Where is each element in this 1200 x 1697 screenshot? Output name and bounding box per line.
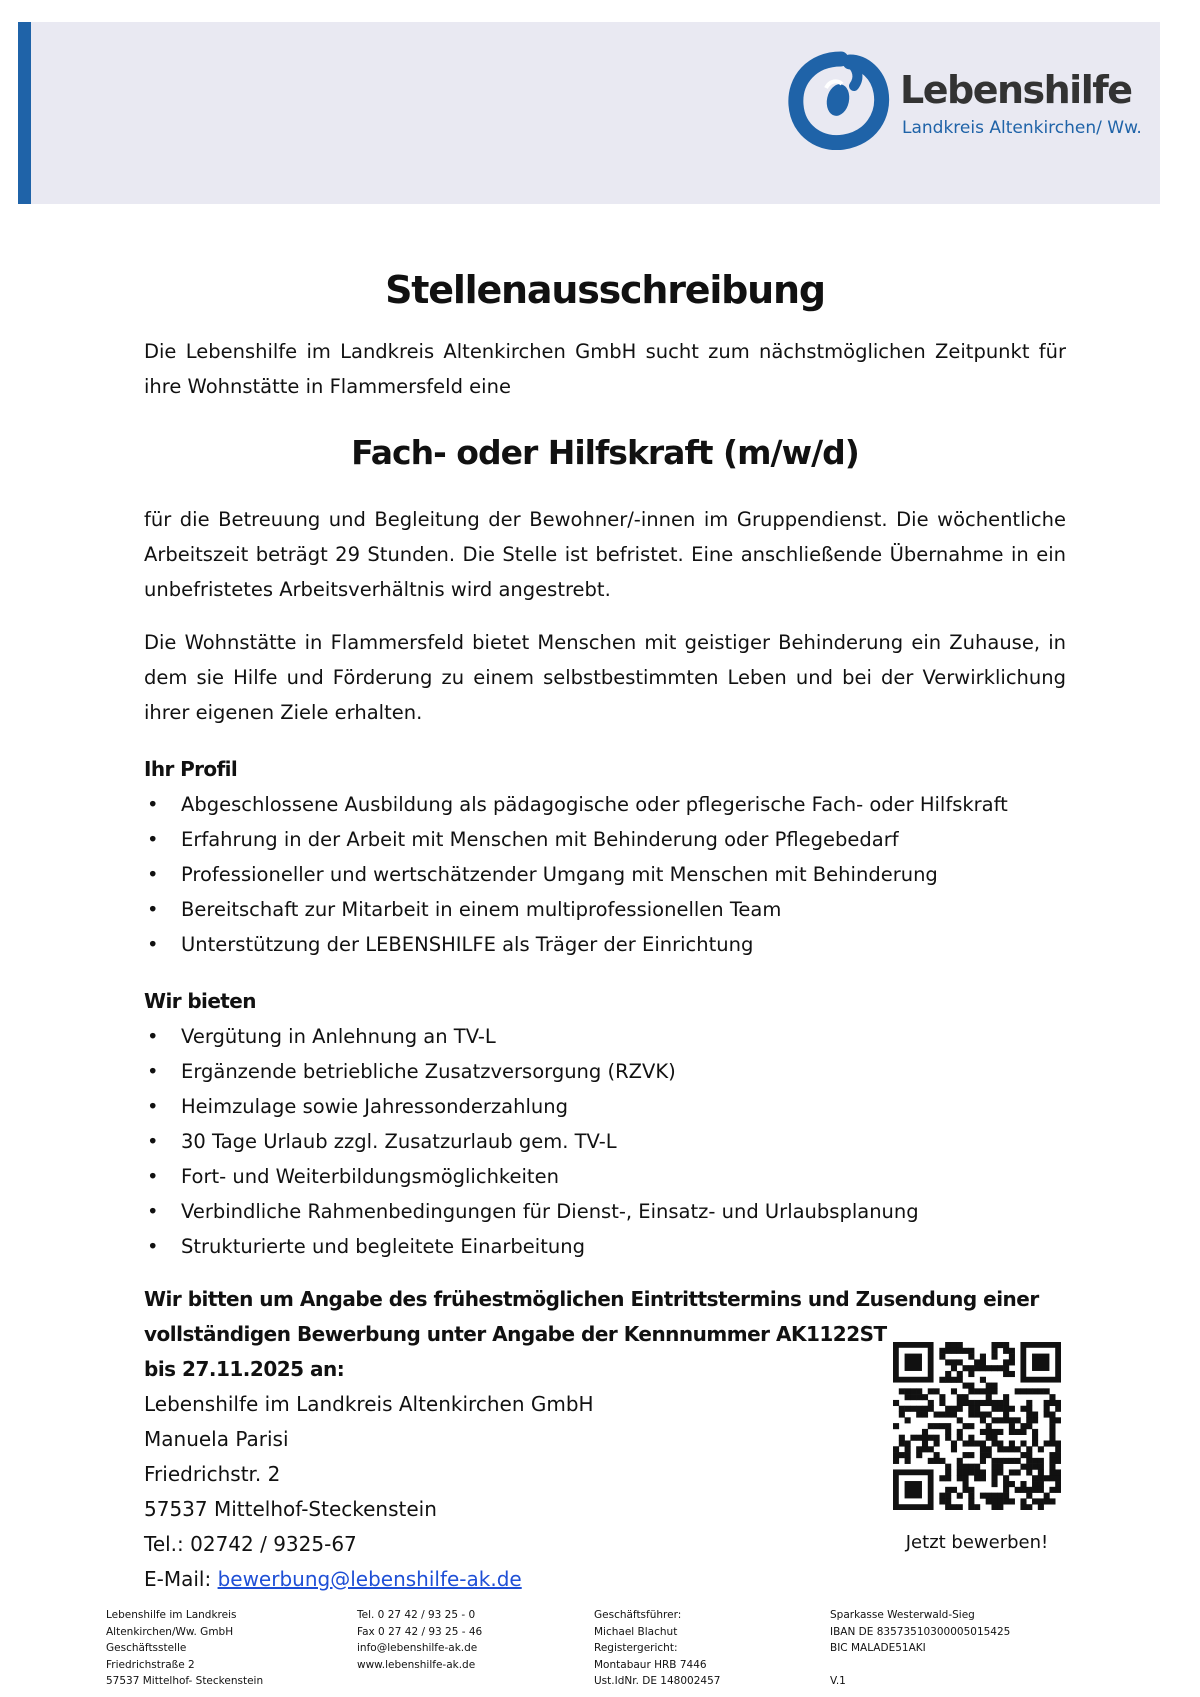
page-title: Stellenausschreibung xyxy=(385,268,825,312)
list-item: • Verbindliche Rahmenbedingungen für Dienst-, Einsatz- und Urlaubsplanung xyxy=(144,1194,1066,1229)
email-line xyxy=(144,1562,1066,1597)
header-accent-stripe xyxy=(18,22,31,204)
profile-heading: Ihr Profil xyxy=(144,757,238,781)
list-item: • Strukturierte und begleitete Einarbeitung xyxy=(144,1229,1066,1264)
footer-line xyxy=(830,1657,1010,1674)
address-line: Manuela Parisi xyxy=(144,1427,289,1451)
footer-line[interactable]: www.lebenshilfe-ak.de xyxy=(357,1658,476,1671)
footer-management-column xyxy=(594,1607,720,1690)
address-line: Friedrichstr. 2 xyxy=(144,1462,281,1486)
list-item: • 30 Tage Urlaub zzgl. Zusatzurlaub gem. TV-L xyxy=(144,1124,1066,1159)
footer xyxy=(106,1607,1106,1689)
offer-heading: Wir bieten xyxy=(144,989,256,1013)
qr-code-block xyxy=(893,1342,1061,1553)
footer-line: V.1 xyxy=(830,1675,846,1687)
footer-line: IBAN DE 83573510300005015425 xyxy=(830,1625,1011,1638)
logo-name: Lebenshilfe xyxy=(900,68,1132,112)
list-item: • Abgeschlossene Ausbildung als pädagogische oder pflegerische Fach- oder Hilfskraft xyxy=(144,787,1066,822)
description-paragraph: für die Betreuung und Begleitung der Bewohner/-innen im Gruppendienst. Die wöchentliche Arbeitszeit beträgt 29 Stunden. Die Stelle ist befristet. Eine anschließende Übernahme in ein unbefristetes Arbeitsverhältnis wird angestrebt. xyxy=(144,508,1066,601)
description-paragraph: Die Wohnstätte in Flammersfeld bietet Menschen mit geistiger Behinderung ein Zuhause, in dem sie Hilfe und Förderung zu einem selbstbestimmten Leben und bei der Verwirklichung ihrer eigenen Ziele erhalten. xyxy=(144,631,1066,724)
footer-bank-column xyxy=(830,1607,1010,1690)
footer-line: Registergericht: xyxy=(594,1642,678,1654)
logo-subtitle: Landkreis Altenkirchen/ Ww. xyxy=(902,118,1142,138)
footer-line: Geschäftsstelle xyxy=(106,1642,187,1654)
footer-contact-column xyxy=(357,1607,482,1673)
list-item: • Vergütung in Anlehnung an TV-L xyxy=(144,1019,1066,1054)
application-line: bis 27.11.2025 an: xyxy=(144,1357,345,1381)
footer-line: Tel. 0 27 42 / 93 25 - 0 xyxy=(357,1609,476,1621)
address-line: Lebenshilfe im Landkreis Altenkirchen GmbH xyxy=(144,1392,594,1416)
footer-line[interactable]: info@lebenshilfe-ak.de xyxy=(357,1642,478,1654)
footer-line: Michael Blachut xyxy=(594,1625,678,1638)
list-item: • Professioneller und wertschätzender Umgang mit Menschen mit Behinderung xyxy=(144,857,1066,892)
profile-list xyxy=(144,787,1066,962)
list-item: • Erfahrung in der Arbeit mit Menschen mit Behinderung oder Pflegebedarf xyxy=(144,822,1066,857)
footer-line: Ust.IdNr. DE 148002457 xyxy=(594,1675,721,1687)
email-label: E-Mail: xyxy=(144,1567,218,1591)
list-item: • Ergänzende betriebliche Zusatzversorgung (RZVK) xyxy=(144,1054,1066,1089)
list-item: • Unterstützung der LEBENSHILFE als Träger der Einrichtung xyxy=(144,927,1066,962)
intro-text: Die Lebenshilfe im Landkreis Altenkirchen GmbH sucht zum nächstmöglichen Zeitpunkt für ihre Wohnstätte in Flammersfeld eine xyxy=(144,340,1066,398)
offer-list xyxy=(144,1019,1066,1264)
footer-line: Altenkirchen/Ww. GmbH xyxy=(106,1625,234,1638)
list-item: • Heimzulage sowie Jahressonderzahlung xyxy=(144,1089,1066,1124)
position-title: Fach- oder Hilfskraft (m/w/d) xyxy=(351,433,859,472)
footer-line: BIC MALADE51AKI xyxy=(830,1642,926,1654)
lebenshilfe-logo xyxy=(786,50,1156,155)
qr-code-icon[interactable] xyxy=(893,1342,1061,1510)
list-item: • Fort- und Weiterbildungsmöglichkeiten xyxy=(144,1159,1066,1194)
list-item: • Bereitschaft zur Mitarbeit in einem multiprofessionellen Team xyxy=(144,892,1066,927)
footer-line: Montabaur HRB 7446 xyxy=(594,1658,707,1671)
footer-line: Lebenshilfe im Landkreis xyxy=(106,1609,237,1621)
footer-line: Fax 0 27 42 / 93 25 - 46 xyxy=(357,1625,483,1638)
footer-line: Geschäftsführer: xyxy=(594,1609,682,1621)
footer-company-column xyxy=(106,1607,263,1690)
footer-line: Friedrichstraße 2 xyxy=(106,1658,195,1671)
application-line: vollständigen Bewerbung unter Angabe der Kennnummer AK1122ST xyxy=(144,1322,887,1346)
phone-line: Tel.: 02742 / 9325-67 xyxy=(144,1532,357,1556)
address-line: 57537 Mittelhof-Steckenstein xyxy=(144,1497,437,1521)
lebenshilfe-logo-mark-icon xyxy=(786,50,896,150)
footer-line: Sparkasse Westerwald-Sieg xyxy=(830,1609,975,1621)
footer-line: 57537 Mittelhof- Steckenstein xyxy=(106,1675,264,1687)
qr-caption: Jetzt bewerben! xyxy=(905,1532,1049,1553)
application-line: Wir bitten um Angabe des frühestmöglichen Eintrittstermins und Zusendung einer xyxy=(144,1287,1039,1311)
email-link[interactable]: bewerbung@lebenshilfe-ak.de xyxy=(217,1567,522,1591)
